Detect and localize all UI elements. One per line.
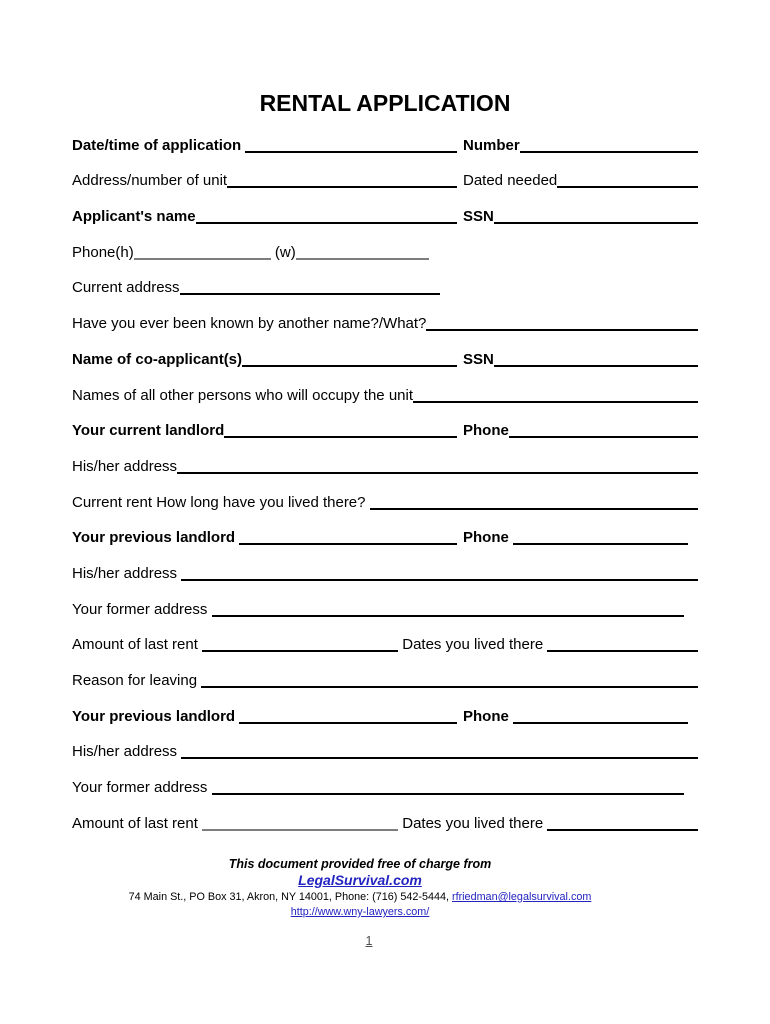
form-row-other-name	[72, 297, 698, 333]
co-applicant-ssn-label: SSN	[463, 350, 494, 368]
known-by-another-name-label: Have you ever been known by another name?/What?	[72, 315, 427, 333]
previous-landlord-1-address-label: His/her address	[72, 564, 182, 582]
current-landlord-phone-blank[interactable]	[509, 422, 698, 438]
form-row-co-applicant-ssn	[72, 333, 698, 369]
co-applicants-name-blank[interactable]	[242, 351, 457, 367]
form-row-previous-landlord-2-phone	[72, 690, 698, 726]
phone-work-label: (w)	[270, 243, 296, 261]
date-time-of-application-label: Date/time of application	[72, 136, 246, 154]
phone-work-blank[interactable]	[296, 244, 429, 260]
current-address-label: Current address	[72, 279, 180, 297]
form-row-current-landlord-address	[72, 440, 698, 476]
form-row-reason-for-leaving	[72, 654, 698, 690]
dated-needed-blank[interactable]	[557, 172, 698, 188]
dates-lived-there-2-label: Dates you lived there	[398, 814, 548, 832]
form-row-previous-landlord-2-address	[72, 726, 698, 762]
former-address-1-blank[interactable]	[212, 601, 684, 617]
previous-landlord-2-address-blank[interactable]	[181, 743, 698, 759]
other-occupants-label: Names of all other persons who will occupy the unit	[72, 386, 414, 404]
former-address-2-label: Your former address	[72, 779, 212, 797]
form-row-previous-landlord-1-address	[72, 547, 698, 583]
current-rent-duration-label: Current rent How long have you lived there?	[72, 493, 370, 511]
last-rent-amount-2-blank[interactable]	[202, 815, 398, 831]
form-row-last-rent-1-dates	[72, 619, 698, 655]
form-row-last-rent-2-dates	[72, 797, 698, 833]
phone-home-blank[interactable]	[134, 244, 271, 260]
previous-landlord-1-blank[interactable]	[239, 529, 457, 545]
dates-lived-there-2-blank[interactable]	[547, 815, 698, 831]
co-applicant-ssn-blank[interactable]	[494, 351, 698, 367]
previous-landlord-2-label: Your previous landlord	[72, 707, 240, 725]
current-address-blank[interactable]	[180, 279, 440, 295]
number-blank[interactable]	[520, 137, 698, 153]
current-landlord-phone-label: Phone	[463, 422, 509, 440]
dates-lived-there-1-blank[interactable]	[547, 636, 698, 652]
former-address-2-blank[interactable]	[212, 779, 684, 795]
ssn-blank[interactable]	[494, 208, 698, 224]
reason-for-leaving-blank[interactable]	[201, 672, 698, 688]
address-number-of-unit-label: Address/number of unit	[72, 172, 228, 190]
legalsurvival-link[interactable]: LegalSurvival.com	[298, 872, 422, 888]
dated-needed-label: Dated needed	[463, 172, 558, 190]
page-title: RENTAL APPLICATION	[259, 90, 511, 116]
email-link[interactable]: rfriedman@legalsurvival.com	[451, 891, 592, 903]
current-landlord-label: Your current landlord	[72, 422, 225, 440]
form-row-previous-landlord-1-phone	[72, 512, 698, 548]
website-url-link[interactable]: http://www.wny-lawyers.com/	[290, 906, 430, 918]
co-applicants-name-label: Name of co-applicant(s)	[72, 350, 243, 368]
previous-landlord-1-phone-blank[interactable]	[513, 529, 688, 545]
form-row-current-address	[72, 262, 698, 298]
reason-for-leaving-label: Reason for leaving	[72, 672, 202, 689]
previous-landlord-2-blank[interactable]	[239, 708, 457, 724]
last-rent-amount-2-label: Amount of last rent	[72, 814, 203, 832]
number-label: Number	[463, 136, 520, 154]
previous-landlord-2-address-label: His/her address	[72, 743, 182, 761]
current-landlord-blank[interactable]	[224, 422, 457, 438]
known-by-another-name-blank[interactable]	[426, 315, 698, 331]
previous-landlord-1-label: Your previous landlord	[72, 529, 240, 547]
previous-landlord-2-phone-label: Phone	[463, 707, 514, 725]
previous-landlord-1-address-blank[interactable]	[181, 565, 698, 581]
form-row-date-time-number	[72, 119, 698, 155]
form-row-applicant-name-ssn	[72, 190, 698, 226]
address-number-of-unit-blank[interactable]	[227, 172, 457, 188]
applicants-name-label: Applicant's name	[72, 208, 196, 226]
form-row-other-occupants	[72, 369, 698, 405]
date-time-of-application-blank[interactable]	[245, 137, 457, 153]
last-rent-amount-1-blank[interactable]	[202, 636, 398, 652]
form-row-current-rent-duration	[72, 476, 698, 512]
phone-home-label: Phone(h)	[72, 243, 134, 261]
ssn-label: SSN	[463, 208, 494, 226]
footer-address-text: 74 Main St., PO Box 31, Akron, NY 14001, Phone: (716) 542-5444,	[128, 891, 452, 903]
former-address-1-label: Your former address	[72, 600, 212, 618]
dates-lived-there-1-label: Dates you lived there	[398, 636, 548, 654]
last-rent-amount-1-label: Amount of last rent	[72, 636, 203, 654]
form-row-phone-home-work	[72, 226, 698, 262]
current-landlord-address-blank[interactable]	[177, 458, 698, 474]
previous-landlord-1-phone-label: Phone	[463, 529, 514, 547]
footer-address-line	[72, 890, 648, 905]
form-row-current-landlord-phone	[72, 405, 698, 441]
footer-note: This document provided free of charge from	[228, 857, 492, 871]
form-rows	[72, 119, 698, 833]
other-occupants-blank[interactable]	[413, 387, 698, 403]
current-rent-duration-blank[interactable]	[370, 494, 698, 510]
form-row-former-address-2	[72, 761, 698, 797]
current-landlord-address-label: His/her address	[72, 457, 178, 475]
applicants-name-blank[interactable]	[196, 208, 457, 224]
page-number: 1	[365, 934, 373, 948]
form-row-address-dated-needed	[72, 155, 698, 191]
previous-landlord-2-phone-blank[interactable]	[513, 708, 688, 724]
footer	[72, 856, 648, 919]
form-row-former-address-1	[72, 583, 698, 619]
